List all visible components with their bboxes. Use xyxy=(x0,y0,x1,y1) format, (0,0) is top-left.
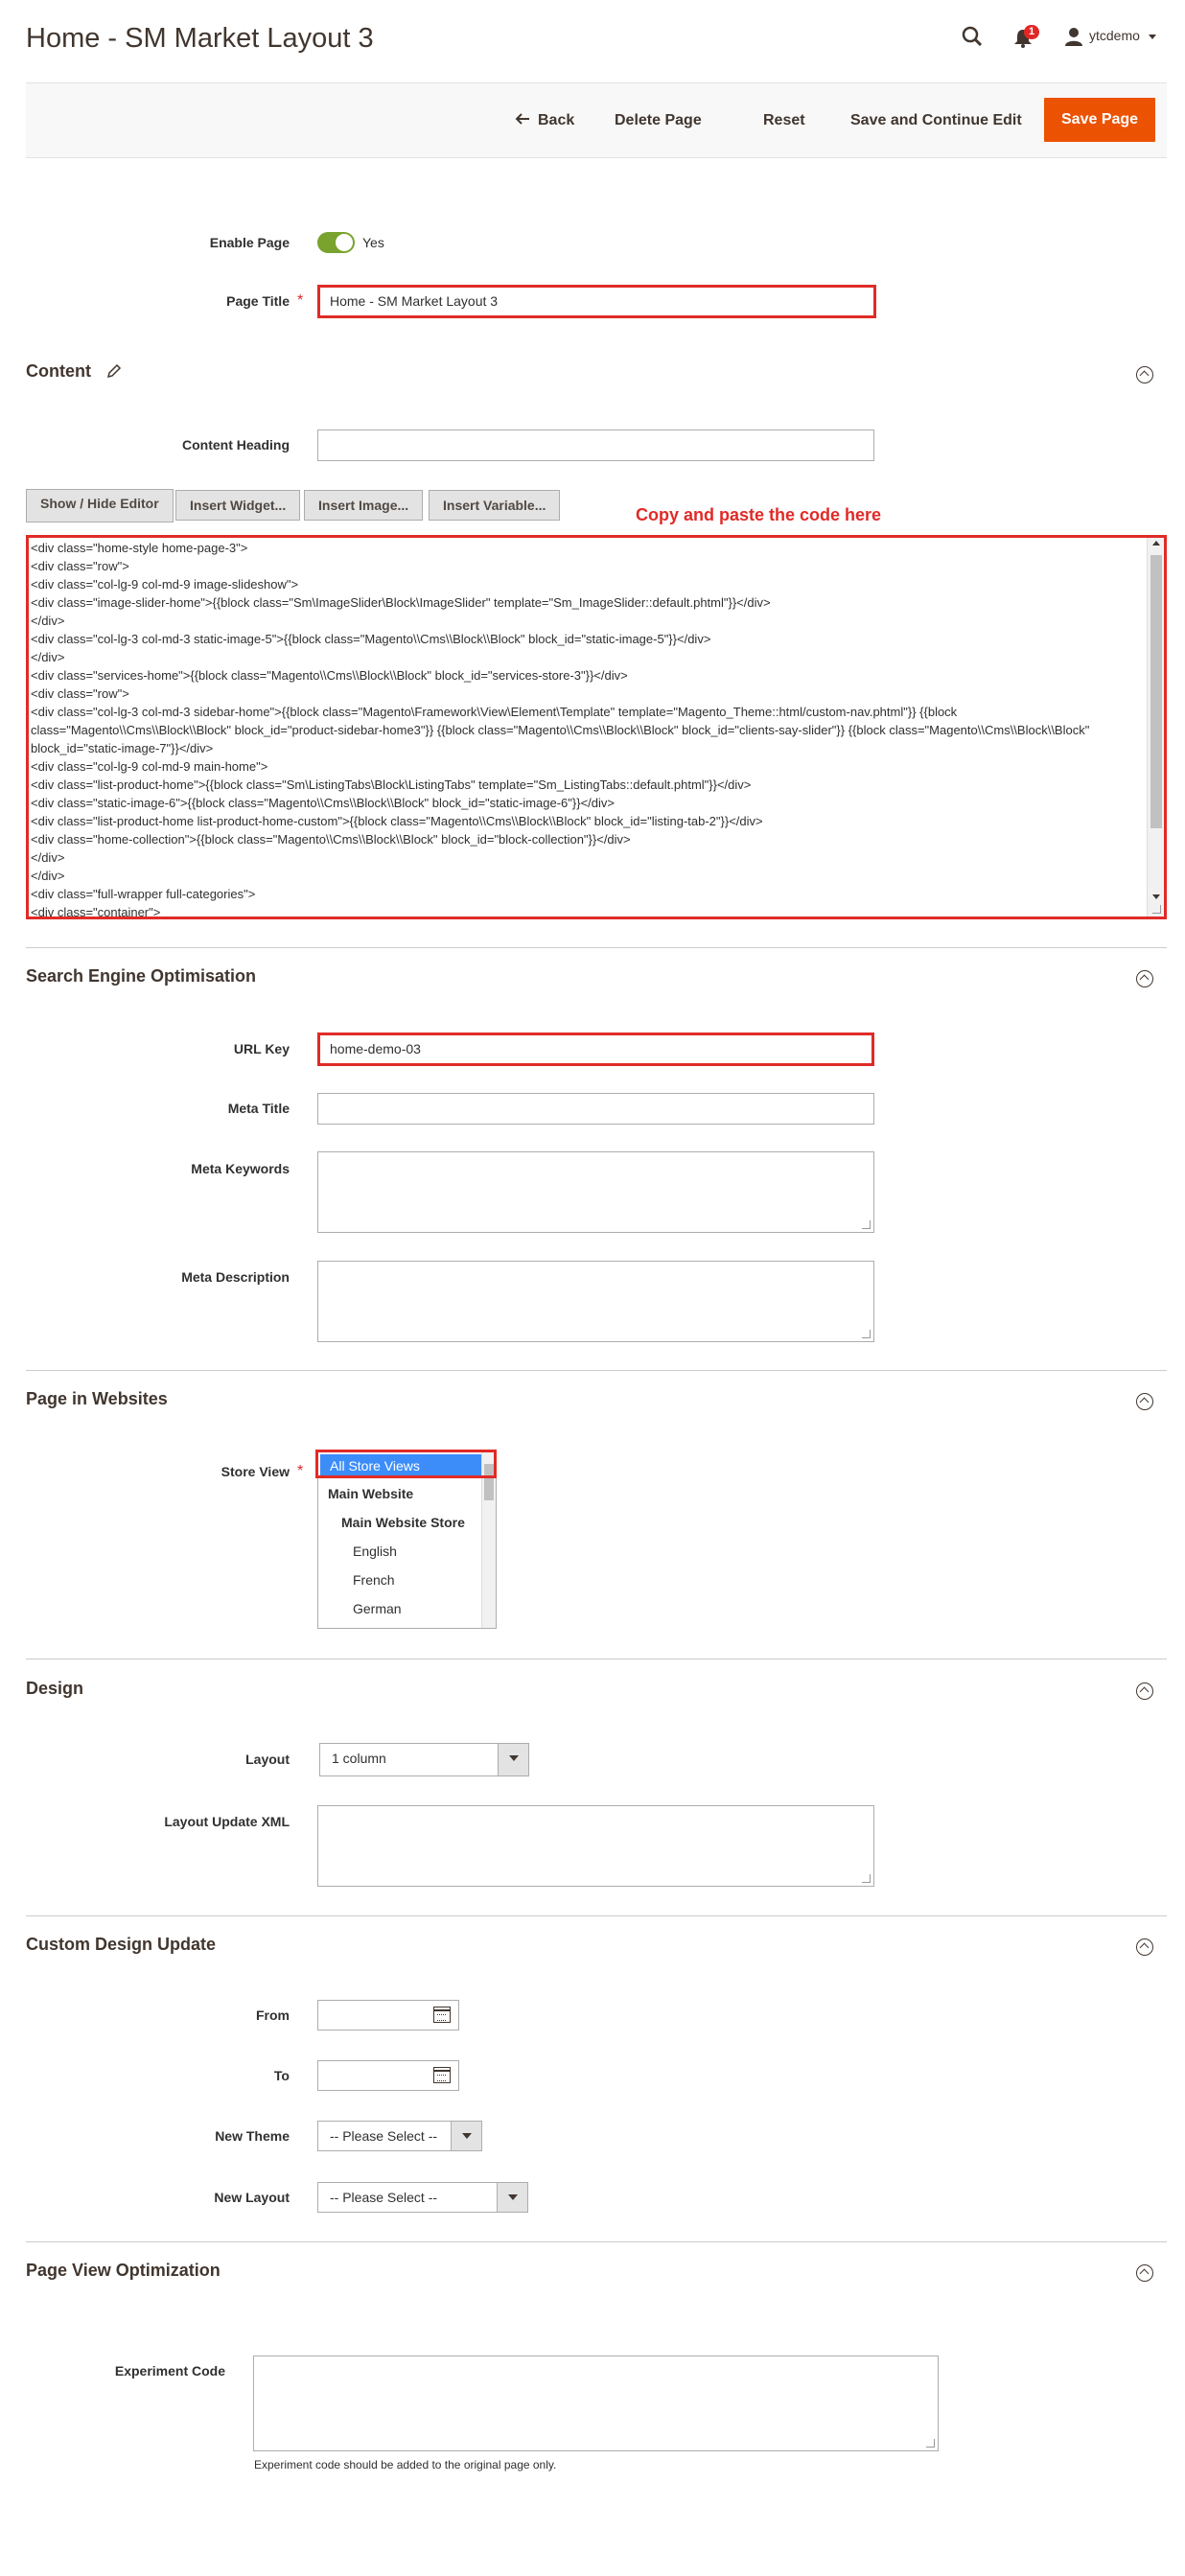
enable-page-value: Yes xyxy=(362,235,384,250)
arrow-left-icon xyxy=(515,103,530,139)
content-code-textarea[interactable] xyxy=(26,535,1167,919)
meta-title-input[interactable] xyxy=(317,1093,874,1125)
meta-description-label: Meta Description xyxy=(181,1269,290,1285)
save-page-button[interactable]: Save Page xyxy=(1044,98,1155,142)
scrollbar[interactable] xyxy=(1147,538,1164,917)
code-line: <div class="image-slider-home">{{block class="Sm\ImageSlider\Block\ImageSlider" template="Sm_ImageSlider::default.phtml"}}</div> xyxy=(31,595,771,610)
code-line: </div> xyxy=(31,850,65,865)
code-line: <div class="home-style home-page-3"> xyxy=(31,541,248,555)
content-heading-input[interactable] xyxy=(317,429,874,461)
code-line: </div> xyxy=(31,650,65,664)
pencil-icon[interactable] xyxy=(106,363,122,383)
code-line: <div class="static-image-6">{{block class="Magento\\Cms\\Block\\Block" block_id="static-image-6"}}</div> xyxy=(31,796,615,810)
notification-count-badge: 1 xyxy=(1024,25,1039,39)
username: ytcdemo xyxy=(1089,28,1140,43)
meta-description-textarea[interactable] xyxy=(317,1261,874,1342)
store-view-option[interactable]: Main Website xyxy=(328,1486,414,1501)
chevron-down-icon xyxy=(497,2183,527,2212)
store-view-label: Store View xyxy=(221,1464,290,1479)
code-line: <div class="row"> xyxy=(31,559,129,573)
collapse-icon[interactable] xyxy=(1136,366,1153,383)
store-view-option[interactable]: English xyxy=(353,1543,397,1559)
meta-keywords-label: Meta Keywords xyxy=(191,1161,290,1176)
insert-variable-button[interactable]: Insert Variable... xyxy=(429,490,560,521)
experiment-code-label: Experiment Code xyxy=(114,2363,225,2379)
layout-label: Layout xyxy=(245,1752,290,1767)
collapse-icon[interactable] xyxy=(1136,1938,1153,1956)
calendar-icon[interactable] xyxy=(433,2007,451,2023)
collapse-icon[interactable] xyxy=(1136,1393,1153,1410)
save-and-continue-button[interactable]: Save and Continue Edit xyxy=(850,112,1022,128)
chevron-down-icon xyxy=(1149,35,1156,39)
store-view-option[interactable]: All Store Views xyxy=(320,1454,481,1477)
code-line: <div class="list-product-home list-product-home-custom">{{block class="Magento\\Cms\\Block\\Block" block_id="listing-tab-2"}}</div> xyxy=(31,814,763,828)
code-line: <div class="container"> xyxy=(31,905,161,919)
delete-page-button[interactable]: Delete Page xyxy=(615,112,702,128)
code-line: <div class="col-lg-3 col-md-3 static-image-5">{{block class="Magento\\Cms\\Block\\Block" block_id="static-image-5"}}</div> xyxy=(31,632,711,646)
chevron-down-icon xyxy=(498,1744,528,1775)
page-actions-toolbar xyxy=(26,82,1167,158)
content-heading-label: Content Heading xyxy=(182,437,290,453)
required-marker: * xyxy=(297,292,304,309)
page-title: Home - SM Market Layout 3 xyxy=(26,23,374,54)
back-label: Back xyxy=(538,112,575,128)
page-title-input[interactable]: Home - SM Market Layout 3 xyxy=(317,285,876,318)
code-line: </div> xyxy=(31,869,65,883)
user-icon xyxy=(1064,27,1083,46)
code-line: <div class="col-lg-9 col-md-9 main-home"> xyxy=(31,759,268,774)
experiment-code-textarea[interactable] xyxy=(253,2356,939,2451)
from-date-input[interactable] xyxy=(317,2000,459,2031)
new-theme-value: -- Please Select -- xyxy=(330,2128,438,2144)
code-line: <div class="home-collection">{{block class="Magento\\Cms\\Block\\Block" block_id="block-collection"}}</div> xyxy=(31,832,631,847)
collapse-icon[interactable] xyxy=(1136,970,1153,987)
to-date-input[interactable] xyxy=(317,2060,459,2091)
meta-keywords-textarea[interactable] xyxy=(317,1151,874,1233)
enable-page-toggle[interactable] xyxy=(317,232,355,253)
from-label: From xyxy=(256,2007,290,2023)
collapse-icon[interactable] xyxy=(1136,2264,1153,2282)
page-title-label: Page Title xyxy=(226,293,290,309)
show-hide-editor-button[interactable]: Show / Hide Editor xyxy=(26,489,174,522)
scrollbar[interactable] xyxy=(481,1452,496,1628)
chevron-down-icon xyxy=(451,2122,481,2150)
insert-widget-button[interactable]: Insert Widget... xyxy=(175,490,300,521)
store-view-option[interactable]: French xyxy=(353,1572,395,1588)
insert-image-button[interactable]: Insert Image... xyxy=(304,490,423,521)
custom-design-section-title[interactable]: Custom Design Update xyxy=(26,1935,217,1954)
search-icon[interactable] xyxy=(961,25,984,48)
code-line: <div class="col-lg-9 col-md-9 image-slideshow"> xyxy=(31,577,299,592)
code-line: <div class="full-wrapper full-categories"> xyxy=(31,887,256,901)
optimization-section-title[interactable]: Page View Optimization xyxy=(26,2261,221,2280)
store-view-option[interactable]: German xyxy=(353,1601,402,1616)
to-label: To xyxy=(273,2068,290,2083)
code-line: <div class="col-lg-3 col-md-3 sidebar-home">{{block class="Magento\Framework\View\Element\Template" template="Magento_Theme::html/custom-nav.phtml"}} {{block class="Magento\\Cms\\Block\\Block" block_id="product-sidebar-home3"}} {{block class="Magento\\Cms\\Block\\Block" block_id="clients-say-slider"}} {{block class="Magento\\Cms\\Block\\Block" block_id="static-image-7"}}</div> xyxy=(31,705,1093,755)
layout-select[interactable] xyxy=(319,1743,529,1776)
back-button[interactable] xyxy=(501,103,588,139)
new-layout-select[interactable] xyxy=(317,2182,528,2213)
calendar-icon[interactable] xyxy=(433,2067,451,2083)
seo-section-title[interactable]: Search Engine Optimisation xyxy=(26,966,257,986)
code-line: </div> xyxy=(31,614,65,628)
new-theme-label: New Theme xyxy=(215,2128,290,2144)
meta-title-label: Meta Title xyxy=(227,1101,290,1116)
collapse-icon[interactable] xyxy=(1136,1683,1153,1700)
required-marker: * xyxy=(297,1463,304,1479)
content-section-title[interactable]: Content xyxy=(26,361,91,382)
new-theme-select[interactable] xyxy=(317,2121,482,2151)
notifications-icon[interactable] xyxy=(1012,25,1041,50)
url-key-label: URL Key xyxy=(233,1041,290,1056)
layout-xml-label: Layout Update XML xyxy=(164,1814,290,1829)
url-key-input[interactable]: home-demo-03 xyxy=(317,1033,874,1066)
new-layout-value: -- Please Select -- xyxy=(330,2190,438,2205)
websites-section-title[interactable]: Page in Websites xyxy=(26,1389,168,1408)
design-section-title[interactable]: Design xyxy=(26,1679,84,1698)
reset-button[interactable]: Reset xyxy=(763,112,805,128)
store-view-option[interactable]: Main Website Store xyxy=(341,1515,465,1530)
code-line: <div class="services-home">{{block class="Magento\\Cms\\Block\\Block" block_id="services-store-3"}}</div> xyxy=(31,668,628,683)
layout-xml-textarea[interactable] xyxy=(317,1805,874,1887)
annotation-text: Copy and paste the code here xyxy=(636,505,882,524)
store-view-highlight xyxy=(315,1450,497,1478)
code-line: <div class="row"> xyxy=(31,686,129,701)
experiment-code-note: Experiment code should be added to the original page only. xyxy=(254,2458,557,2472)
enable-page-label: Enable Page xyxy=(209,235,290,250)
layout-select-value: 1 column xyxy=(332,1751,386,1766)
code-line: <div class="list-product-home">{{block class="Sm\ListingTabs\Block\ListingTabs" template="Sm_ListingTabs::default.phtml"}}</div> xyxy=(31,777,752,792)
new-layout-label: New Layout xyxy=(214,2190,290,2205)
